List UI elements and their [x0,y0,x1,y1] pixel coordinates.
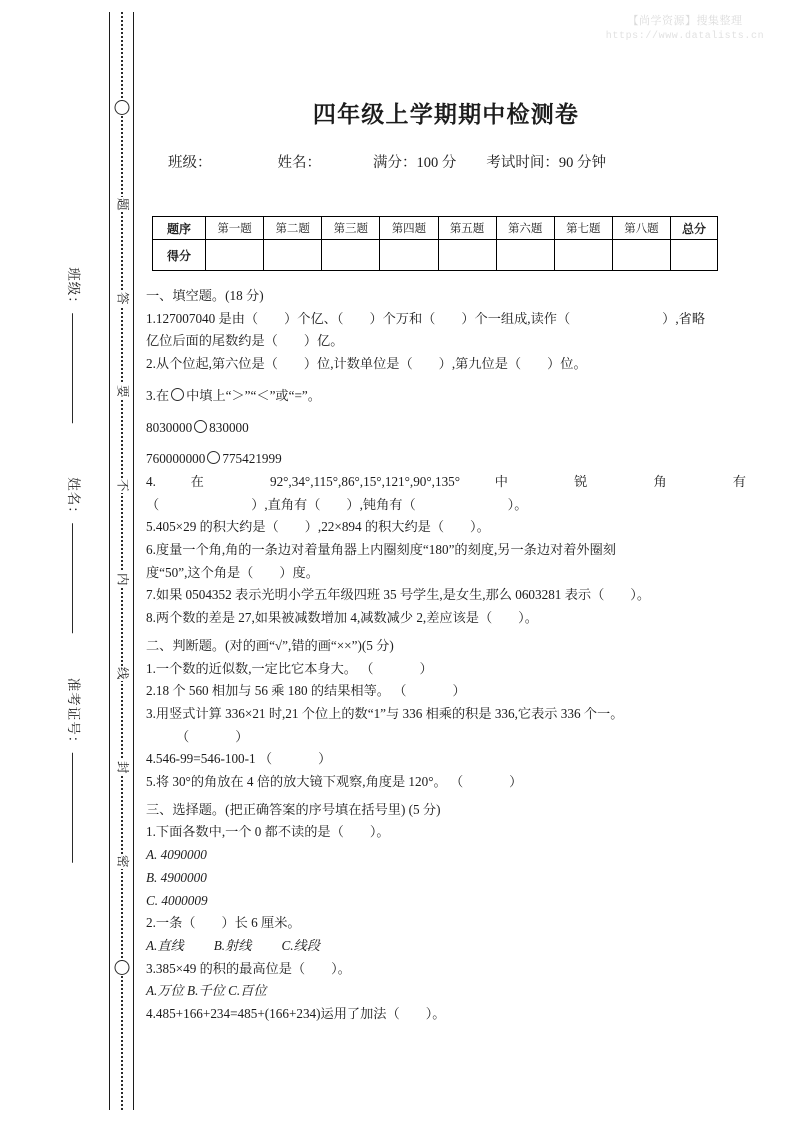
compare-circle-icon[interactable] [194,420,207,433]
q8-part-a: 8.两个数的差是 27,如果被减数增加 4,减数减少 2,差应该是（ [146,610,493,626]
question-fill-8 [146,607,746,630]
meta-duration: 考试时间：90 分钟 [486,155,606,171]
question-fill-5 [146,516,746,539]
q4-part-c: ）,直角有（ [251,496,321,512]
q1-part-c: ）个万和（ [369,310,436,326]
tf1-text: 1.一个数的近似数,一定比它本身大。 （ [146,660,374,676]
identity-name-label: 姓名： [66,477,81,521]
option-mc1-b[interactable]: B. 4900000 [146,869,207,885]
score-cell-total[interactable] [671,240,718,271]
score-row-label: 得分 [153,240,206,271]
seal-glyph-5: 线 [112,666,131,681]
score-table-col-5: 第五题 [438,217,496,240]
q5-part-c: ）。 [470,519,490,535]
question-tf-4 [146,748,746,771]
seal-circle-bottom [114,960,129,975]
identity-field-name [65,477,85,633]
tf3-open: （ [176,728,190,744]
section-heading-true-false: 二、判断题。(对的画“√”,错的画“××”)(5 分) [146,637,394,653]
identity-strip [52,0,98,1122]
q4-part-d: ）,钝角有（ [346,496,416,512]
question-tf-3: 3.用竖式计算 336×21 时,21 个位上的数“1”与 336 相乘的积是 336,它表示 336 个一。 [146,705,624,721]
q2-part-d: ）位。 [547,356,587,372]
question-tf-1 [146,658,746,681]
score-cell-6[interactable] [496,240,554,271]
option-mc2-b[interactable]: B.射线 [213,937,252,953]
q3-cmp2-right: 775421999 [222,451,282,467]
option-mc1-a[interactable]: A. 4090000 [146,847,207,863]
score-cell-7[interactable] [554,240,612,271]
mc2-text: 2.一条（ [146,915,196,931]
identity-exam-id-rule[interactable] [72,752,73,862]
score-table-col-2: 第二题 [264,217,322,240]
mc1-text: 1.下面各数中,一个 0 都不读的是（ [146,824,344,840]
meta-name-field: 姓名： [277,155,321,171]
question-tf-3-answer [146,726,746,749]
identity-class-label: 班级： [66,267,81,311]
page-title: 四年级上学期期中检测卷 [312,102,580,127]
mc3-end: ）。 [331,960,351,976]
section-heading-fill-in: 一、填空题。(18 分) [146,288,264,303]
option-row-mc3 [146,980,746,1003]
identity-field-exam-id [65,678,85,863]
q2-part-c: ）,第九位是（ [438,356,522,372]
q1-part-e: ）,省略 [662,310,706,326]
score-table-col-7: 第七题 [554,217,612,240]
q6-part-b: 度“50”,这个角是（ [146,564,254,580]
q6-part-c: ）度。 [279,564,319,580]
tf4-end: ） [318,751,332,767]
seal-dotted-line [121,12,123,1110]
q4-part-e: ）。 [507,496,528,512]
q4-part-b: （ [146,496,160,512]
q3-part-b: 中填上“＞”“＜”或“=”。 [186,387,321,403]
question-fill-6: 6.度量一个角,角的一条边对着量角器上内圈刻度“180”的刻度,另一条边对着外圈刻 [146,542,616,558]
question-fill-3 [146,385,746,408]
score-table-col-3: 第三题 [322,217,380,240]
q1-part-b: ）个亿、（ [284,310,344,326]
option-row-mc2 [146,935,746,958]
q3-cmp1-left: 8030000 [146,419,193,435]
question-fill-3-compare-1 [146,417,746,440]
tf4-text: 4.546-99=546-100-1 （ [146,751,273,767]
identity-class-rule[interactable] [72,313,73,423]
mc1-end: ）。 [369,824,390,840]
q1-part-d: ）个一组成,读作（ [461,310,571,326]
option-mc3-c[interactable]: C.百位 [228,983,267,999]
score-table-col-6: 第六题 [496,217,554,240]
tf2-end: ） [452,683,466,699]
compare-circle-icon[interactable] [207,451,220,464]
seal-glyph-4: 内 [112,572,131,587]
option-mc2-c[interactable]: C.线段 [281,937,320,953]
compare-circle-icon[interactable] [171,388,184,401]
question-fill-4-cont [146,494,746,517]
q2-part-a: 2.从个位起,第六位是（ [146,356,278,372]
q7-part-a: 7.如果 0504352 表示光明小学五年级四班 35 号学生,是女生,那么 0603281 表示（ [146,587,605,603]
option-mc1-c[interactable]: C. 4000009 [146,892,208,908]
q3-part-a: 3.在 [146,387,170,403]
tf5-end: ） [509,774,523,790]
score-cell-8[interactable] [612,240,670,271]
tf3-end: ） [235,728,249,744]
question-mc-3 [146,958,746,981]
meta-full-score: 满分：100 分 [373,155,457,171]
question-fill-7 [146,584,746,607]
exam-meta-row [146,151,746,172]
score-cell-1[interactable] [206,240,264,271]
seal-glyph-2: 要 [112,384,131,399]
tf2-text: 2.18 个 560 相加与 56 乘 180 的结果相等。 （ [146,683,407,699]
mc3-text: 3.385×49 的积的最高位是（ [146,960,306,976]
seal-glyph-3: 不 [112,478,131,493]
question-mc-1 [146,821,746,844]
question-tf-2 [146,680,746,703]
table-row-header [153,217,718,240]
table-row [153,240,718,271]
option-mc3-a[interactable]: A.万位 [146,983,184,999]
q8-part-b: ）。 [518,610,538,626]
question-fill-2 [146,353,746,376]
identity-field-class [65,267,85,423]
identity-name-rule[interactable] [72,523,73,633]
watermark-url: https://www.datalists.cn [605,30,765,42]
seal-glyph-6: 封 [112,760,131,775]
seal-glyph-0: 题 [112,197,131,212]
question-mc-4 [146,1003,746,1026]
question-content [146,285,746,1026]
score-cell-5[interactable] [438,240,496,271]
mc4-text: 4.485+166+234=485+(166+234)运用了加法（ [146,1006,400,1022]
seal-circle-top [114,100,129,115]
q1-part-a: 1.127007040 是由（ [146,310,259,326]
score-cell-4[interactable] [380,240,438,271]
score-table-col-4: 第四题 [380,217,438,240]
mc4-end: ）。 [425,1006,446,1022]
score-table-row-label: 题序 [153,217,206,240]
identity-exam-id-label: 准考证号： [66,677,81,751]
q7-part-b: ）。 [630,587,651,603]
score-table-col-8: 第八题 [612,217,670,240]
section-heading-multiple-choice: 三、选择题。(把正确答案的序号填在括号里) (5 分) [146,801,441,817]
q1-part-f: 亿位后面的尾数约是（ [146,333,278,349]
watermark-title: 【尚学资源】搜集整理 [627,15,743,27]
seal-glyph-1: 答 [112,291,131,306]
question-tf-5 [146,771,746,794]
question-fill-3-compare-2 [146,448,746,471]
option-mc3-b[interactable]: B.千位 [187,983,225,999]
q1-part-g: ）亿。 [303,333,344,349]
q3-cmp2-left: 760000000 [146,451,206,467]
question-fill-4: 4. 在 92°,34°,115°,86°,15°,121°,90°,135° 中 锐 角 有 [146,473,746,489]
q2-part-b: ）位,计数单位是（ [303,356,413,372]
exam-paper [146,0,746,1122]
score-cell-2[interactable] [264,240,322,271]
q3-cmp1-right: 830000 [209,419,249,435]
seal-glyph-7: 密 [112,854,131,869]
q5-part-a: 5.405×29 的积大约是（ [146,519,279,535]
tf5-text: 5.将 30°的角放在 4 倍的放大镜下观察,角度是 120°。 （ [146,774,464,790]
question-fill-6-cont [146,562,746,585]
seal-line-column [109,12,134,1110]
score-cell-3[interactable] [322,240,380,271]
option-mc2-a[interactable]: A.直线 [146,937,184,953]
mc2-end: ）长 6 厘米。 [221,915,301,931]
score-table [152,216,718,271]
score-table-total-label: 总分 [671,217,718,240]
question-fill-1-cont [146,330,746,353]
tf1-end: ） [419,660,433,676]
score-table-col-1: 第一题 [206,217,264,240]
q5-part-b: ）,22×894 的积大约是（ [304,519,445,535]
meta-class-field: 班级： [168,155,212,171]
question-mc-2 [146,912,746,935]
question-fill-1 [146,308,746,331]
